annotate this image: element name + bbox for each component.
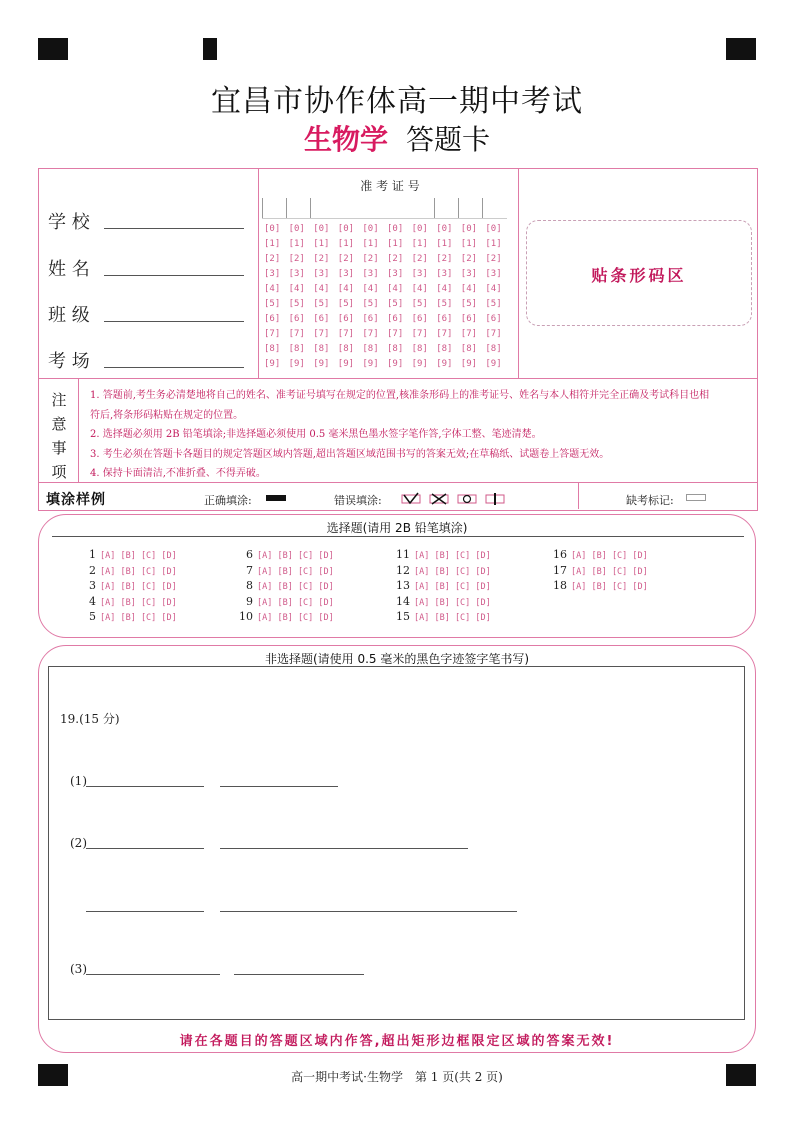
exam-id-bubble[interactable]: [7]	[460, 329, 478, 339]
choice-option-bubbles[interactable]: [A] [B] [C] [D]	[100, 582, 177, 592]
exam-id-bubble[interactable]: [9]	[264, 359, 281, 369]
exam-id-bubble[interactable]: [5]	[485, 299, 502, 309]
exam-id-bubble[interactable]: [7]	[436, 329, 453, 339]
exam-id-bubble[interactable]: [4]	[313, 284, 330, 294]
choice-option-bubbles[interactable]: [A] [B] [C] [D]	[257, 566, 334, 577]
choice-option-bubbles[interactable]: [A] [B] [C] [D]	[571, 582, 648, 592]
choice-question-number: 8	[246, 579, 253, 592]
notice-item: 4. 保持卡面清洁,不准折叠、不得弄破。	[90, 468, 266, 479]
exam-id-bubble[interactable]: [2]	[362, 254, 379, 264]
exam-id-bubble[interactable]: [8]	[362, 344, 379, 354]
exam-id-bubble[interactable]: [4]	[362, 284, 379, 294]
notice-item: 1. 答题前,考生务必清楚地将自己的姓名、准考证号填写在规定的位置,核准条形码上的准考证号、姓名与本人相符并完全正确及考试科目也相	[90, 390, 710, 401]
wrong-fill-samples	[400, 491, 510, 505]
notice-item: 3. 考生必须在答题卡各题目的规定答题区域内答题,超出答题区域范围书写的答案无效;在草稿纸、试题卷上答题无效。	[90, 448, 610, 460]
answer-card-label: 答题卡	[406, 123, 491, 156]
exam-id-bubble[interactable]: [5]	[460, 299, 478, 309]
notice-item: 符后,将条形码粘贴在规定的位置。	[90, 409, 244, 421]
exam-id-bubble[interactable]: [2]	[436, 254, 453, 264]
exam-id-bubble[interactable]: [6]	[313, 314, 330, 324]
exam-id-bubble[interactable]: [5]	[264, 299, 281, 309]
exam-id-bubble[interactable]: [5]	[411, 299, 428, 309]
field-room-line[interactable]	[104, 367, 244, 368]
write-box-tick	[482, 198, 483, 218]
page-footer: 高一期中考试·生物学 第 1 页(共 2 页)	[291, 1070, 503, 1084]
exam-id-bubble[interactable]: [3]	[337, 269, 355, 279]
exam-id-bubble[interactable]: [9]	[411, 359, 428, 369]
choice-option-bubbles[interactable]: [A] [B] [C] [D]	[414, 551, 491, 561]
choice-section-title: 选择题(请用 2B 铅笔填涂)	[326, 521, 468, 535]
field-school[interactable]	[48, 208, 248, 233]
registration-mark-top-middle	[203, 38, 217, 60]
choice-option-bubbles[interactable]: [A] [B] [C] [D]	[414, 566, 491, 577]
write-box-tick	[310, 198, 311, 218]
field-room-label: 考 场	[48, 351, 90, 372]
choice-option-bubbles[interactable]: [A] [B] [C] [D]	[257, 613, 334, 623]
exam-id-bubble[interactable]: [2]	[313, 254, 330, 264]
absent-mark-box[interactable]	[686, 494, 706, 501]
exam-id-label: 准 考 证 号	[360, 179, 420, 193]
exam-id-bubble[interactable]: [4]	[387, 284, 404, 294]
barcode-label: 贴条形码区	[591, 266, 687, 285]
write-box-tick	[434, 198, 435, 218]
field-name[interactable]	[48, 255, 248, 280]
choice-question-number: 9	[246, 594, 253, 608]
question-19-label: 19.(15 分)	[60, 712, 120, 726]
write-box-tick	[458, 198, 459, 218]
exam-id-bubble[interactable]: [3]	[387, 269, 404, 279]
exam-id-bubble[interactable]: [7]	[485, 329, 502, 339]
exam-id-bubble[interactable]: [6]	[411, 314, 428, 324]
exam-id-bubble[interactable]: [5]	[288, 299, 305, 309]
choice-question-number: 7	[246, 563, 253, 577]
exam-id-bubble[interactable]: [6]	[460, 314, 478, 324]
exam-id-bubble[interactable]: [4]	[264, 284, 281, 294]
exam-id-bubble[interactable]: [4]	[436, 284, 453, 294]
sample-label: 填涂样例	[46, 492, 106, 508]
exam-id-bubble[interactable]: [0]	[337, 224, 355, 234]
exam-id-bubble[interactable]: [8]	[411, 344, 428, 354]
choice-option-bubbles[interactable]: [A] [B] [C] [D]	[257, 597, 334, 608]
exam-id-bubble[interactable]: [1]	[264, 239, 281, 249]
exam-id-bubble[interactable]: [8]	[460, 344, 478, 354]
exam-id-bubble[interactable]: [9]	[436, 359, 453, 369]
exam-id-bubble[interactable]: [9]	[362, 359, 379, 369]
info-divider-right	[518, 168, 519, 378]
choice-question-number: 16	[553, 548, 567, 561]
exam-id-bubble[interactable]: [1]	[411, 239, 428, 249]
registration-mark-top-right	[726, 38, 756, 60]
exam-id-bubble[interactable]: [1]	[362, 239, 379, 249]
exam-id-bubble[interactable]: [0]	[485, 224, 502, 234]
exam-id-bubble[interactable]: [2]	[485, 254, 502, 264]
part-2-label: (2)	[70, 836, 87, 850]
exam-id-bubble[interactable]: [8]	[436, 344, 453, 354]
choice-question-number: 12	[396, 563, 410, 577]
choice-question-number: 18	[553, 579, 567, 592]
exam-id-bubble[interactable]: [3]	[264, 269, 281, 279]
exam-id-bubble[interactable]: [8]	[288, 344, 305, 354]
correct-fill-sample	[266, 495, 286, 501]
choice-question-number: 2	[89, 563, 96, 577]
exam-id-bubble[interactable]: [7]	[362, 329, 379, 339]
notice-heading-char: 意	[51, 415, 67, 433]
exam-id-bubble[interactable]: [6]	[264, 314, 281, 324]
exam-id-bubble[interactable]: [0]	[411, 224, 428, 234]
choice-option-bubbles[interactable]: [A] [B] [C] [D]	[571, 566, 648, 577]
choice-question-row[interactable]	[80, 605, 177, 624]
exam-id-bubble[interactable]: [0]	[460, 224, 478, 234]
choice-option-bubbles[interactable]: [A] [B] [C] [D]	[414, 613, 491, 623]
exam-id-bubble[interactable]: [2]	[411, 254, 428, 264]
choice-question-row[interactable]	[394, 605, 491, 624]
choice-answer-grid[interactable]	[80, 543, 720, 623]
exam-id-write-boxes[interactable]	[262, 198, 512, 218]
exam-id-bubble[interactable]: [1]	[460, 239, 478, 249]
field-school-label: 学 校	[48, 212, 90, 233]
exam-id-bubble[interactable]: [7]	[313, 329, 330, 339]
exam-id-bubble[interactable]: [9]	[485, 359, 502, 369]
choice-option-bubbles[interactable]: [A] [B] [C] [D]	[257, 551, 334, 561]
choice-question-number: 17	[553, 563, 567, 577]
exam-id-bubble[interactable]: [2]	[288, 254, 305, 264]
part-3-label: (3)	[70, 962, 87, 976]
field-school-line[interactable]	[104, 228, 244, 229]
notice-heading-char: 事	[51, 439, 67, 457]
exam-id-bubble[interactable]: [9]	[288, 359, 305, 369]
exam-id-bubble[interactable]: [3]	[411, 269, 428, 279]
sample-divider-vertical	[578, 483, 579, 509]
choice-question-number: 10	[239, 610, 253, 623]
exam-id-bubble[interactable]: [9]	[313, 359, 330, 369]
exam-id-bubble[interactable]: [3]	[460, 269, 478, 279]
correct-fill-label: 正确填涂:	[204, 494, 252, 507]
exam-id-bubble[interactable]: [5]	[337, 299, 355, 309]
exam-id-bubble[interactable]: [3]	[436, 269, 453, 279]
choice-question-number: 1	[89, 548, 96, 561]
part-2-blank-b[interactable]	[220, 848, 468, 849]
choice-question-number: 13	[396, 579, 410, 592]
choice-question-number: 3	[89, 579, 96, 592]
wrong-fill-label: 错误填涂:	[334, 494, 382, 507]
choice-question-number: 14	[396, 594, 410, 608]
notice-item: 2. 选择题必须用 2B 铅笔填涂;非选择题必须使用 0.5 毫米黑色墨水签字笔作答,字体工整、笔迹清楚。	[90, 429, 542, 440]
notice-heading-char: 项	[51, 463, 67, 481]
exam-id-bubble[interactable]: [3]	[362, 269, 379, 279]
exam-id-bubble[interactable]: [0]	[387, 224, 404, 234]
part-2-blank-a[interactable]	[86, 848, 204, 849]
exam-id-bubble[interactable]: [2]	[387, 254, 404, 264]
part-1-blank-b[interactable]	[220, 786, 338, 787]
exam-id-bubble[interactable]: [9]	[337, 359, 355, 369]
exam-id-bubble[interactable]: [4]	[337, 284, 355, 294]
exam-id-bubble[interactable]: [7]	[387, 329, 404, 339]
exam-id-bubble[interactable]: [6]	[362, 314, 379, 324]
exam-id-bubble[interactable]: [1]	[387, 239, 404, 249]
exam-id-bubble[interactable]: [5]	[436, 299, 453, 309]
exam-id-bubble[interactable]: [1]	[485, 239, 502, 249]
choice-option-bubbles[interactable]: [A] [B] [C] [D]	[414, 597, 491, 608]
exam-id-bubble[interactable]: [2]	[337, 254, 355, 264]
answer-area-warning: 请在各题目的答题区域内作答,超出矩形边框限定区域的答案无效!	[179, 1034, 615, 1049]
absent-mark-label: 缺考标记:	[626, 494, 674, 507]
field-class-line[interactable]	[104, 321, 244, 322]
exam-id-bubble[interactable]: [7]	[411, 329, 428, 339]
exam-id-bubble[interactable]: [1]	[337, 239, 355, 249]
exam-id-bubble[interactable]: [7]	[337, 329, 355, 339]
card-title	[0, 118, 794, 158]
exam-id-bubble[interactable]: [6]	[337, 314, 355, 324]
exam-id-bubble[interactable]: [4]	[288, 284, 305, 294]
choice-option-bubbles[interactable]: [A] [B] [C] [D]	[414, 582, 491, 592]
field-class[interactable]	[48, 301, 248, 326]
exam-id-bubble[interactable]: [7]	[288, 329, 305, 339]
exam-id-bubble[interactable]: [0]	[313, 224, 330, 234]
exam-id-bubble[interactable]: [1]	[436, 239, 453, 249]
exam-id-bubble[interactable]: [9]	[387, 359, 404, 369]
wrong-fill-icons	[400, 492, 510, 506]
answer-box[interactable]	[48, 666, 745, 1020]
choice-option-bubbles[interactable]: [A] [B] [C] [D]	[100, 597, 177, 608]
exam-id-bubble[interactable]: [8]	[485, 344, 502, 354]
choice-question-row[interactable]	[237, 605, 334, 624]
notice-heading	[46, 388, 72, 484]
choice-option-bubbles[interactable]: [A] [B] [C] [D]	[257, 582, 334, 592]
choice-question-number: 11	[396, 548, 410, 561]
choice-option-bubbles[interactable]: [A] [B] [C] [D]	[100, 551, 177, 561]
exam-id-bubble[interactable]: [0]	[288, 224, 305, 234]
info-divider-left	[258, 168, 259, 378]
exam-id-bubble[interactable]: [8]	[313, 344, 330, 354]
part-1-label: (1)	[70, 774, 87, 788]
exam-id-bubble-grid[interactable]	[264, 224, 510, 374]
notice-list	[90, 386, 752, 484]
exam-id-bubble[interactable]: [8]	[387, 344, 404, 354]
nonchoice-section-title: 非选择题(请使用 0.5 毫米的黑色字迹签字笔书写)	[264, 652, 530, 666]
field-name-line[interactable]	[104, 275, 244, 276]
choice-option-bubbles[interactable]: [A] [B] [C] [D]	[100, 613, 177, 623]
choice-option-bubbles[interactable]: [A] [B] [C] [D]	[100, 566, 177, 577]
choice-option-bubbles[interactable]: [A] [B] [C] [D]	[571, 551, 648, 561]
part-1-blank-a[interactable]	[86, 786, 204, 787]
field-class-label: 班 级	[48, 305, 90, 326]
write-box-tick	[262, 198, 263, 218]
choice-question-number: 6	[246, 548, 253, 561]
notice-heading-char: 注	[51, 391, 67, 409]
exam-id-bubble[interactable]: [5]	[387, 299, 404, 309]
part-2-blank-c[interactable]	[86, 911, 204, 912]
exam-id-bubble[interactable]: [7]	[264, 329, 281, 339]
part-3-blank-a[interactable]	[86, 974, 220, 975]
choice-question-number: 5	[89, 610, 96, 623]
notice-divider	[78, 378, 79, 482]
registration-mark-top-left	[38, 38, 68, 60]
exam-id-bubble[interactable]: [9]	[460, 359, 478, 369]
choice-title-rule	[52, 536, 744, 537]
choice-question-number: 15	[396, 610, 410, 623]
exam-id-bubble[interactable]: [1]	[288, 239, 305, 249]
exam-id-bubble[interactable]: [4]	[460, 284, 478, 294]
exam-id-bubble[interactable]: [6]	[436, 314, 453, 324]
exam-id-bubble[interactable]: [3]	[288, 269, 305, 279]
exam-id-bubble[interactable]: [0]	[362, 224, 379, 234]
write-box-baseline	[262, 218, 507, 219]
exam-id-bubble[interactable]: [5]	[313, 299, 330, 309]
subject-title: 生物学	[303, 123, 388, 156]
exam-id-bubble[interactable]: [6]	[288, 314, 305, 324]
part-3-blank-b[interactable]	[234, 974, 364, 975]
exam-id-bubble[interactable]: [5]	[362, 299, 379, 309]
exam-id-bubble[interactable]: [6]	[485, 314, 502, 324]
field-room[interactable]	[48, 347, 248, 372]
exam-id-bubble[interactable]: [0]	[436, 224, 453, 234]
info-divider-horizontal	[38, 378, 758, 379]
exam-id-bubble[interactable]: [8]	[264, 344, 281, 354]
exam-id-bubble[interactable]: [1]	[313, 239, 330, 249]
write-box-tick	[286, 198, 287, 218]
exam-id-bubble[interactable]: [4]	[485, 284, 502, 294]
exam-id-bubble[interactable]: [2]	[460, 254, 478, 264]
choice-question-row[interactable]	[551, 574, 648, 593]
part-2-blank-d[interactable]	[220, 911, 517, 912]
exam-id-bubble[interactable]: [4]	[411, 284, 428, 294]
exam-id-bubble[interactable]: [3]	[313, 269, 330, 279]
field-name-label: 姓 名	[48, 259, 90, 280]
exam-title: 宜昌市协作体高一期中考试	[211, 84, 583, 119]
exam-id-bubble[interactable]: [2]	[264, 254, 281, 264]
exam-id-bubble[interactable]: [0]	[264, 224, 281, 234]
exam-id-bubble[interactable]: [3]	[485, 269, 502, 279]
choice-question-number: 4	[89, 594, 96, 608]
exam-id-bubble[interactable]: [6]	[387, 314, 404, 324]
exam-id-bubble[interactable]: [8]	[337, 344, 355, 354]
